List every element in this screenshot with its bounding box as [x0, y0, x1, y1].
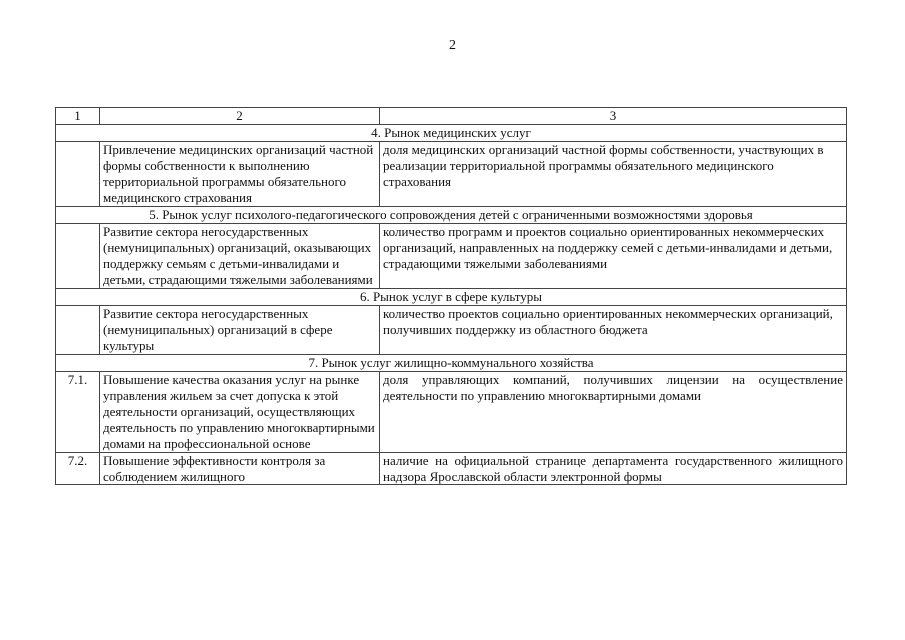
- section-title: 4. Рынок медицинских услуг: [56, 125, 847, 142]
- indicator-text: наличие на официальной странице департамента государственного жилищного надзора Ярославской области электронной формы: [383, 453, 843, 484]
- table-row: [56, 453, 847, 485]
- indicator-cell: количество проектов социально ориентированных некоммерческих организаций, получивших поддержку из областного бюджета: [380, 306, 847, 355]
- table-header-row: [56, 108, 847, 125]
- indicator-cell: доля медицинских организаций частной формы собственности, участвующих в реализации территориальной программы обязательного медицинского страхования: [380, 142, 847, 207]
- section-title: 5. Рынок услуг психолого-педагогического сопровождения детей с ограниченными возможностями здоровья: [56, 207, 847, 224]
- indicator-cell: доля управляющих компаний, получивших лицензии на осуществление деятельности по управлению многоквартирными домами: [380, 372, 847, 453]
- indicator-cell: количество программ и проектов социально ориентированных некоммерческих организаций, направленных на поддержку семей с детьми-инвалидами и детьми, страдающими тяжелыми заболеваниями: [380, 224, 847, 289]
- section-title-row: [56, 207, 847, 224]
- measure-cell: Развитие сектора негосударственных (немуниципальных) организаций в сфере культуры: [100, 306, 380, 355]
- table-row: [56, 142, 847, 207]
- row-number: [56, 142, 100, 207]
- row-number: [56, 224, 100, 289]
- measure-text: Повышение эффективности контроля за соблюдением жилищного: [103, 453, 326, 484]
- measures-table: [55, 107, 847, 485]
- row-number: [56, 306, 100, 355]
- header-cell-2: 2: [100, 108, 380, 125]
- section-title: 6. Рынок услуг в сфере культуры: [56, 289, 847, 306]
- header-cell-3: 3: [380, 108, 847, 125]
- measure-cell: Повышение качества оказания услуг на рынке управления жильем за счет допуска к этой деятельности организаций, осуществляющих деятельность по управлению многоквартирными домами на профессиональной основе: [100, 372, 380, 453]
- row-number: 7.1.: [56, 372, 100, 453]
- section-title-row: [56, 355, 847, 372]
- row-number: [56, 453, 100, 485]
- row-number-text: 7.2.: [67, 453, 88, 468]
- section-title-row: [56, 289, 847, 306]
- header-cell-1: 1: [56, 108, 100, 125]
- measure-cell: [100, 453, 380, 485]
- indicator-cell: [380, 453, 847, 485]
- table-row: [56, 372, 847, 453]
- measure-cell: Привлечение медицинских организаций частной формы собственности к выполнению территориальной программы обязательного медицинского страхования: [100, 142, 380, 207]
- table-row: [56, 306, 847, 355]
- table-row: [56, 224, 847, 289]
- section-title-row: [56, 125, 847, 142]
- page-number: 2: [449, 38, 456, 53]
- measure-cell: Развитие сектора негосударственных (немуниципальных) организаций, оказывающих поддержку семьям с детьми-инвалидами и детьми, страдающими тяжелыми заболеваниями: [100, 224, 380, 289]
- section-title: 7. Рынок услуг жилищно-коммунального хозяйства: [56, 355, 847, 372]
